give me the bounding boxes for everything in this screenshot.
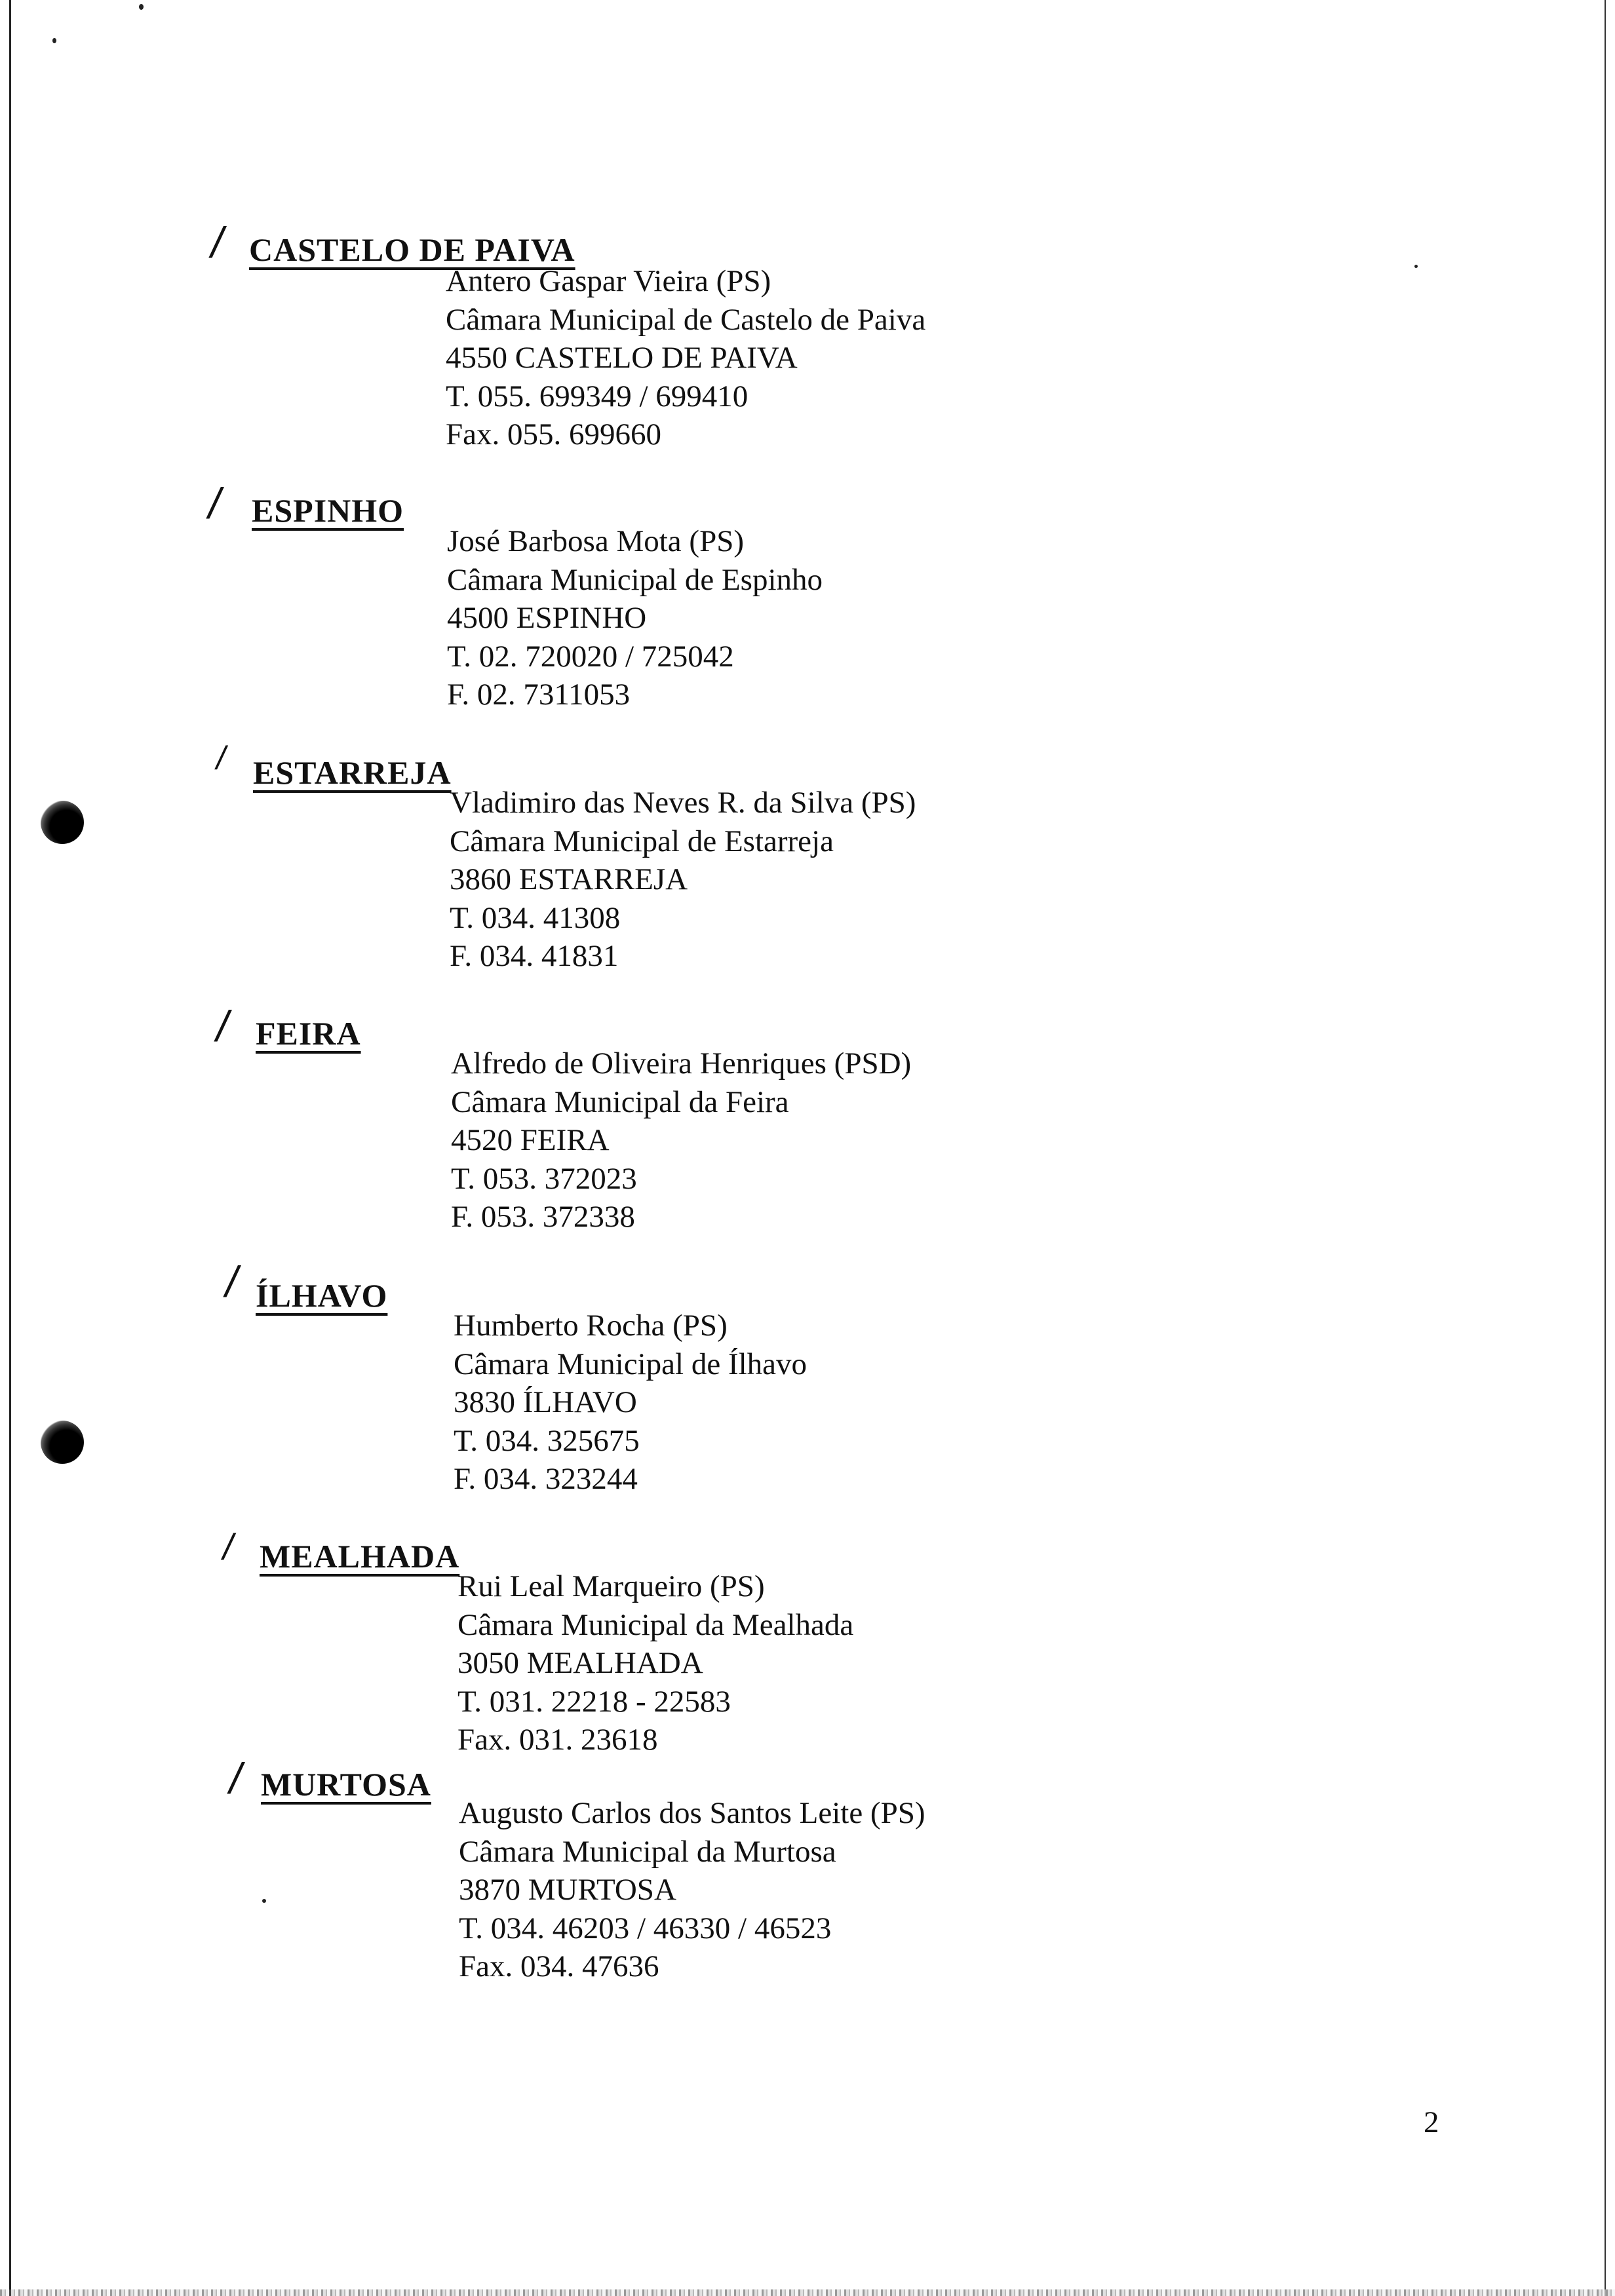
- postal-address: 3830 ÍLHAVO: [454, 1385, 637, 1419]
- institution: Câmara Municipal da Mealhada: [457, 1607, 854, 1642]
- check-mark: /: [211, 218, 224, 267]
- telephone: T. 034. 46203 / 46330 / 46523: [459, 1911, 832, 1945]
- telephone: T. 031. 22218 - 22583: [457, 1684, 731, 1719]
- contact-details: [459, 1794, 925, 1986]
- punch-hole: [41, 1421, 84, 1464]
- check-mark: /: [225, 1257, 238, 1306]
- fax: F. 034. 323244: [454, 1462, 638, 1496]
- postal-address: 4500 ESPINHO: [447, 601, 647, 635]
- scan-edge-line: [1605, 0, 1606, 2296]
- fax: F. 034. 41831: [450, 939, 619, 973]
- municipality-heading: MEALHADA: [260, 1538, 460, 1575]
- page-number: 2: [1424, 2105, 1439, 2139]
- telephone: T. 034. 325675: [454, 1423, 640, 1458]
- municipality-heading: FEIRA: [256, 1015, 361, 1052]
- municipality-heading: MURTOSA: [261, 1766, 431, 1803]
- mayor-name: Vladimiro das Neves R. da Silva (PS): [450, 786, 916, 820]
- postal-address: 3860 ESTARREJA: [450, 862, 688, 896]
- postal-address: 4520 FEIRA: [451, 1123, 610, 1157]
- check-mark: /: [223, 1526, 233, 1567]
- contact-details: [447, 522, 823, 714]
- mayor-name: José Barbosa Mota (PS): [447, 524, 744, 558]
- check-mark: /: [216, 1002, 229, 1050]
- institution: Câmara Municipal da Feira: [451, 1084, 789, 1119]
- check-mark: /: [216, 740, 225, 776]
- postal-address: 4550 CASTELO DE PAIVA: [446, 341, 798, 375]
- institution: Câmara Municipal da Murtosa: [459, 1834, 836, 1869]
- contact-details: [446, 262, 925, 454]
- institution: Câmara Municipal de Espinho: [447, 562, 823, 597]
- municipality-heading: ESTARREJA: [253, 754, 452, 791]
- postal-address: 3870 MURTOSA: [459, 1873, 676, 1907]
- contact-details: [450, 784, 916, 976]
- scan-margin-line: [9, 0, 11, 2296]
- scan-speck: [1414, 265, 1418, 268]
- municipality-heading: ESPINHO: [252, 492, 404, 529]
- contact-details: [451, 1044, 911, 1236]
- municipality-heading: ÍLHAVO: [256, 1277, 388, 1314]
- institution: Câmara Municipal de Estarreja: [450, 824, 834, 858]
- scan-bottom-noise: [0, 2289, 1615, 2296]
- fax: F. 02. 7311053: [447, 678, 631, 712]
- mayor-name: Augusto Carlos dos Santos Leite (PS): [459, 1796, 925, 1830]
- mayor-name: Alfredo de Oliveira Henriques (PSD): [451, 1046, 912, 1081]
- postal-address: 3050 MEALHADA: [457, 1646, 703, 1680]
- telephone: T. 053. 372023: [451, 1161, 637, 1196]
- check-mark: /: [208, 479, 221, 527]
- institution: Câmara Municipal de Ílhavo: [454, 1347, 808, 1381]
- scan-speck: [262, 1899, 266, 1903]
- fax: Fax. 055. 699660: [446, 417, 661, 451]
- mayor-name: Rui Leal Marqueiro (PS): [457, 1569, 765, 1603]
- mayor-name: Humberto Rocha (PS): [454, 1309, 728, 1343]
- telephone: T. 055. 699349 / 699410: [446, 379, 749, 413]
- telephone: T. 02. 720020 / 725042: [447, 639, 734, 674]
- punch-hole: [41, 801, 84, 844]
- fax: F. 053. 372338: [451, 1200, 635, 1234]
- fax: Fax. 034. 47636: [459, 1949, 659, 1983]
- fax: Fax. 031. 23618: [457, 1723, 658, 1757]
- mayor-name: Antero Gaspar Vieira (PS): [446, 264, 771, 298]
- contact-details: [454, 1307, 807, 1499]
- scan-speck: [52, 38, 56, 43]
- municipality-heading: CASTELO DE PAIVA: [249, 231, 575, 268]
- telephone: T. 034. 41308: [450, 900, 621, 935]
- contact-details: [457, 1567, 853, 1759]
- check-mark: /: [229, 1754, 242, 1803]
- scan-speck: [139, 4, 144, 10]
- institution: Câmara Municipal de Castelo de Paiva: [446, 302, 926, 337]
